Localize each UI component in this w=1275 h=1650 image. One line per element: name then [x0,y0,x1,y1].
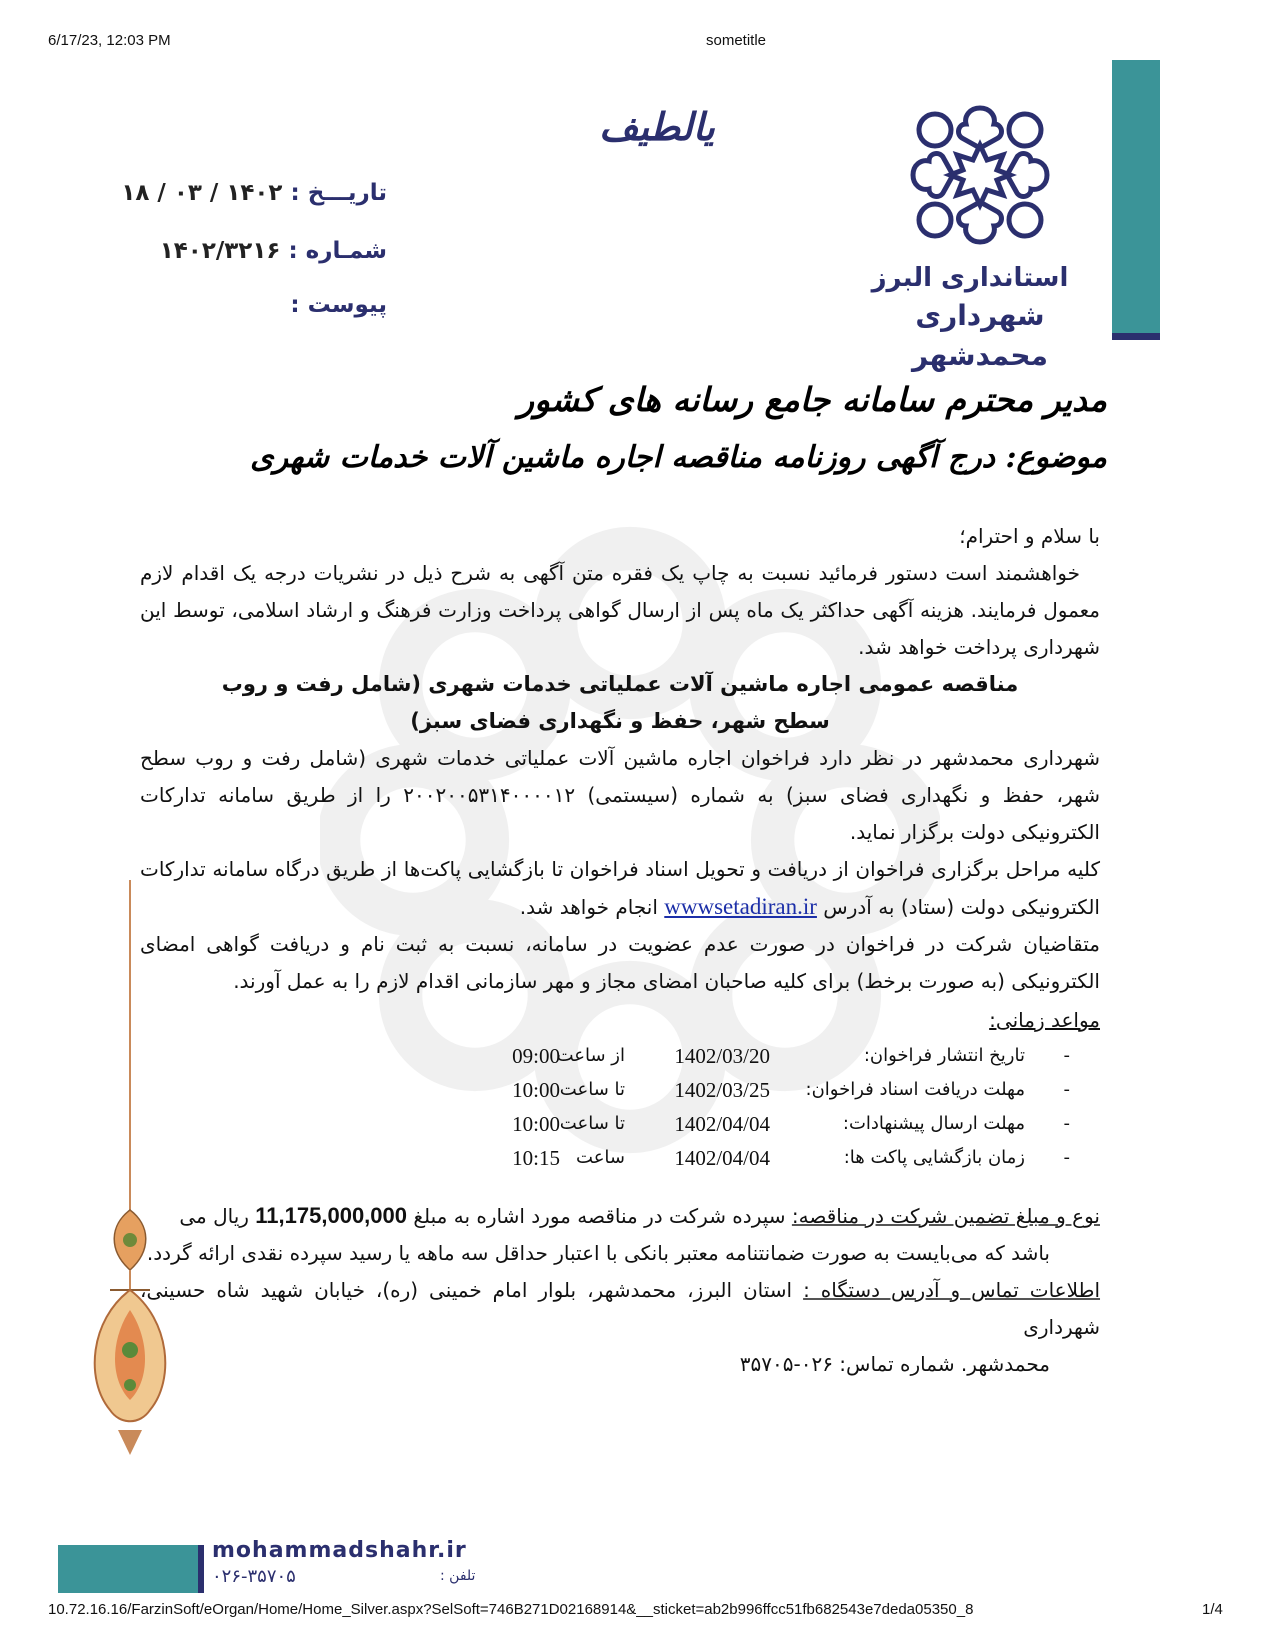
schedule-time: 10:15 [512,1146,560,1170]
guarantee-label: نوع و مبلغ تضمین شرکت در مناقصه: [791,1204,1100,1228]
paragraph-request: خواهشمند است دستور فرمائید نسبت به چاپ یک فقره متن آگهی به شرح ذیل در نشریات درجه یک اقدام لازم معمول فرمایند. هزینه آگهی حداکثر یک ماه پس از ارسال گواهی پرداخت وزارت فرهنگ و ارشاد اسلامی، توسط این شهرداری پرداخت خواهد شد. [140,561,1100,659]
org-line-municipality: شهرداری محمدشهر [912,299,1048,372]
schedule-label: تاریخ انتشار فراخوان: [863,1045,1025,1066]
guarantee-text: سپرده شرکت در مناقصه مورد اشاره به مبلغ [413,1204,786,1228]
number-value: ۱۴۰۲/۳۲۱۶ [159,238,281,264]
schedule-label: مهلت ارسال پیشنهادات: [842,1113,1025,1134]
footer-website: mohammadshahr.ir [212,1538,467,1563]
schedule-title-text: مواعد زمانی: [989,1008,1100,1032]
setad-link[interactable]: wwwsetadiran.ir [664,894,817,919]
schedule-date: 1402/03/20 [674,1044,770,1068]
schedule-time-prefix: از ساعت [556,1045,625,1066]
schedule-date: 1402/04/04 [674,1146,770,1170]
letter-body [140,518,1100,1383]
footer-teal-block [58,1545,198,1593]
schedule-table [495,1039,1100,1175]
schedule-time-prefix: تا ساعت [559,1079,625,1100]
guarantee-line-2: باشد که می‌بایست به صورت ضمانتنامه معتبر بانکی با اعتبار حداقل سه ماهه یا رسید سپرده نقدی ارائه گردد. [146,1241,1050,1265]
schedule-time: 10:00 [512,1112,560,1136]
guarantee-currency: ریال می [179,1204,249,1228]
print-title: sometitle [706,32,767,49]
footer-divider [198,1545,204,1593]
date-label: تاریـــخ : [290,180,387,206]
invocation-calligraphy: یالطیف [599,104,715,149]
letter-attachment [290,292,387,318]
print-url: 10.72.16.16/FarzinSoft/eOrgan/Home/Home_Silver.aspx?SelSoft=746B271D02168914&__sticket=ab2b996ffcc51fb682543e7deda05350_8 [48,1601,974,1618]
schedule-row [495,1039,1100,1073]
schedule-time: 10:00 [512,1078,560,1102]
procedure-text: کلیه مراحل برگزاری فراخوان از دریافت و تحویل اسناد فراخوان تا بازگشایی پاکت‌ها از طریق درگاه سامانه تدارکات الکترونیکی دولت (ستاد) به آدرس [140,857,1100,919]
schedule-label: مهلت دریافت اسناد فراخوان: [805,1079,1025,1100]
municipality-logo-icon [905,100,1055,250]
print-datetime: 6/17/23, 12:03 PM [48,32,171,49]
schedule-date: 1402/03/25 [674,1078,770,1102]
guarantee-line [140,1197,1100,1235]
schedule-time-prefix: ساعت [576,1147,625,1168]
schedule-row [495,1073,1100,1107]
schedule-dash: - [1063,1045,1070,1066]
letter-subject: موضوع: درج آگهی روزنامه مناقصه اجاره ماشین آلات خدمات شهری [250,440,1107,475]
attachment-label: پیوست : [290,292,387,318]
schedule-title [140,1002,1100,1039]
contact-address: استان البرز، محمدشهر، بلوار امام خمینی (ره)، خیابان شهید شاه حسینی، شهرداری [140,1278,1100,1339]
letterhead-band-divider [1112,333,1160,340]
schedule-dash: - [1063,1079,1070,1100]
footer-phone: ۰۲۶-۳۵۷۰۵ [212,1566,296,1587]
paragraph-procedure [140,851,1100,926]
procedure-text-end: انجام خواهد شد. [519,895,658,919]
schedule-row [495,1141,1100,1175]
footer-phone-label: تلفن : [440,1568,476,1584]
greeting: با سلام و احترام؛ [959,524,1100,548]
paragraph-registration: متقاضیان شرکت در فراخوان در صورت عدم عضویت در سامانه، نسبت به ثبت نام و دریافت گواهی امضای الکترونیکی (به صورت برخط) برای کلیه صاحبان امضای مجاز و مهر سازمانی اقدام لازم را به عمل آورند. [140,932,1100,993]
schedule-time: 09:00 [512,1044,560,1068]
organization-name [860,260,1100,376]
schedule-dash: - [1063,1113,1070,1134]
contact-line [140,1272,1100,1346]
schedule-dash: - [1063,1147,1070,1168]
number-label: شمـاره : [288,238,387,264]
schedule-time-prefix: تا ساعت [559,1113,625,1134]
letter-date [121,180,387,206]
schedule-label: زمان بازگشایی پاکت ها: [843,1147,1025,1168]
guarantee-amount: 11,175,000,000 [255,1203,407,1228]
date-value: ۱۴۰۲ / ۰۳ / ۱۸ [121,180,283,206]
print-page-number: 1/4 [1202,1601,1223,1618]
letterhead-teal-band [1112,60,1160,340]
paragraph-tender: شهرداری محمدشهر در نظر دارد فراخوان اجاره ماشین آلات عملیاتی خدمات شهری (شامل رفت و روب سطح شهر، حفظ و نگهداری فضای سبز) به شماره (سیستمی) ۲۰۰۲۰۰۵۳۱۴۰۰۰۰۱۲ را از طریق سامانه تدارکات الکترونیکی دولت برگزار نماید. [140,746,1100,844]
letter-addressee: مدیر محترم سامانه جامع رسانه های کشور [518,380,1107,419]
org-line-province: استانداری البرز [871,263,1069,293]
contact-label: اطلاعات تماس و آدرس دستگاه : [803,1278,1101,1302]
letter-number [160,238,387,264]
tender-heading: مناقصه عمومی اجاره ماشین آلات عملیاتی خدمات شهری (شامل رفت و روب سطح شهر، حفظ و نگهداری فضای سبز) [221,672,1019,733]
schedule-row [495,1107,1100,1141]
contact-line-2: محمدشهر. شماره تماس: ۰۲۶-۳۵۷۰۵ [739,1352,1050,1376]
ornament-pendant-icon [80,880,180,1460]
schedule-date: 1402/04/04 [674,1112,770,1136]
